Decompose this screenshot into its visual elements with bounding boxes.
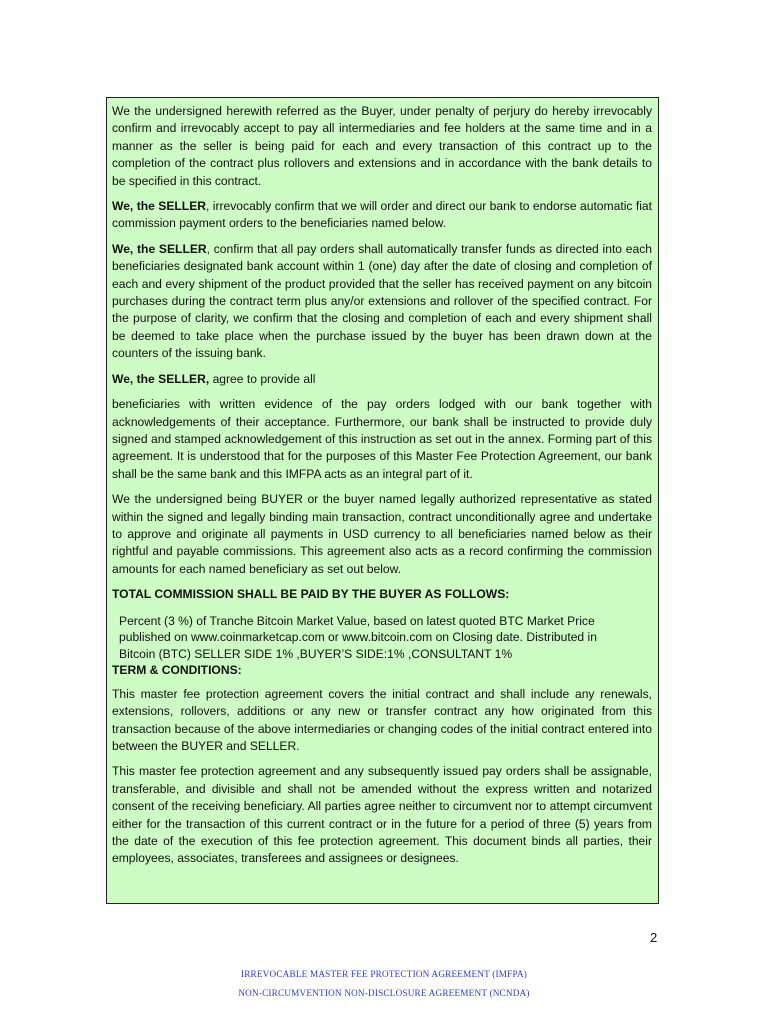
- seller-pay-orders-text: , confirm that all pay orders shall automatically transfer funds as directed into each beneficiaries designated bank account within 1 (one) day after the date of closing and completion of each and every shipment of the product provided that the seller has received payment on any bitcoin purchases during the contract term plus any/or extensions and rollover of the specified contract. For the purpose of clarity, we confirm that the closing and completion of each and every shipment shall be deemed to take place when the purchase issued by the buyer has been drawn down at the counters of the issuing bank.: [112, 241, 652, 361]
- paragraph-beneficiaries-evidence: beneficiaries with written evidence of the pay orders lodged with our bank together with acknowledgements of their acceptance. Furthermore, our bank shall be instructed to provide duly signed and stamped acknowledgement of this instruction as set out in the annex. Forming part of this agreement. It is understood that for the purposes of this Master Fee Protection Agreement, our bank shall be the same bank and this IMFPA acts as an integral part of it.: [112, 397, 652, 481]
- terms-conditions-heading: TERM & CONDITIONS:: [112, 663, 242, 678]
- seller-lead-text: We, the SELLER: [112, 241, 207, 256]
- paragraph-coverage: This master fee protection agreement covers the initial contract and shall include any renewals, extensions, rollovers, additions or any new or transfer contract any how originated from this transaction because of the above intermediaries or changing codes of the initial contract entered into between the BUYER and SELLER.: [112, 686, 652, 753]
- paragraph-buyer-confirmation: We the undersigned herewith referred as the Buyer, under penalty of perjury do hereby irrevocably confirm and irrevocably accept to pay all intermediaries and fee holders at the same time and in a manner as the seller is being paid for each and every transaction of this contract up to the completion of the contract plus rollovers and extensions and in accordance with the bank details to be specified in this contract.: [112, 104, 652, 188]
- seller-lead-text: We, the SELLER,: [112, 371, 210, 386]
- footer-imfpa-title: IRREVOCABLE MASTER FEE PROTECTION AGREEMENT (IMFPA): [240, 969, 528, 979]
- commission-percent-block: Percent (3 %) of Tranche Bitcoin Market Value, based on latest quoted BTC Market Price published on www.coinmarketcap.com or www.bitcoin.com on Closing date. Distributed in Bitcoin (BTC) SELLER SIDE 1% ,BUYER’S SIDE:1% ,CONSULTANT 1%: [119, 613, 597, 661]
- paragraph-seller-provide: [112, 371, 652, 388]
- paragraph-buyer-undertaking: We the undersigned being BUYER or the buyer named legally authorized representative as stated within the signed and legally binding main transaction, contract unconditionally agree and undertake to approve and originate all payments in USD currency to all beneficiaries named below as their rightful and payable commissions. This agreement also acts as a record confirming the commission amounts for each named beneficiary as set out below.: [112, 492, 652, 576]
- page-number: 2: [650, 930, 658, 945]
- seller-provide-text: agree to provide all: [209, 371, 316, 386]
- total-commission-heading: TOTAL COMMISSION SHALL BE PAID BY THE BUYER AS FOLLOWS:: [112, 587, 510, 602]
- seller-lead-text: We, the SELLER: [112, 199, 206, 214]
- footer-ncnda-title: NON-CIRCUMVENTION NON-DISCLOSURE AGREEMENT (NCNDA): [238, 988, 530, 998]
- seller-commission-text: , irrevocably confirm that we will order and direct our bank to endorse automatic fiat commission payment orders to the beneficiaries named below.: [112, 199, 652, 231]
- paragraph-assignability: This master fee protection agreement and any subsequently issued pay orders shall be assignable, transferable, and divisible and shall not be amended without the express written and notarized consent of the receiving beneficiary. All parties agree neither to circumvent nor to attempt circumvent either for the transaction of this current contract or in the future for a period of three (5) years from the date of the execution of this fee protection agreement. This document binds all parties, their employees, associates, transferees and assignees or designees.: [112, 764, 652, 866]
- agreement-text-box: [106, 97, 659, 904]
- paragraph-seller-pay-orders: [112, 241, 652, 363]
- paragraph-seller-commission-orders: [112, 198, 652, 233]
